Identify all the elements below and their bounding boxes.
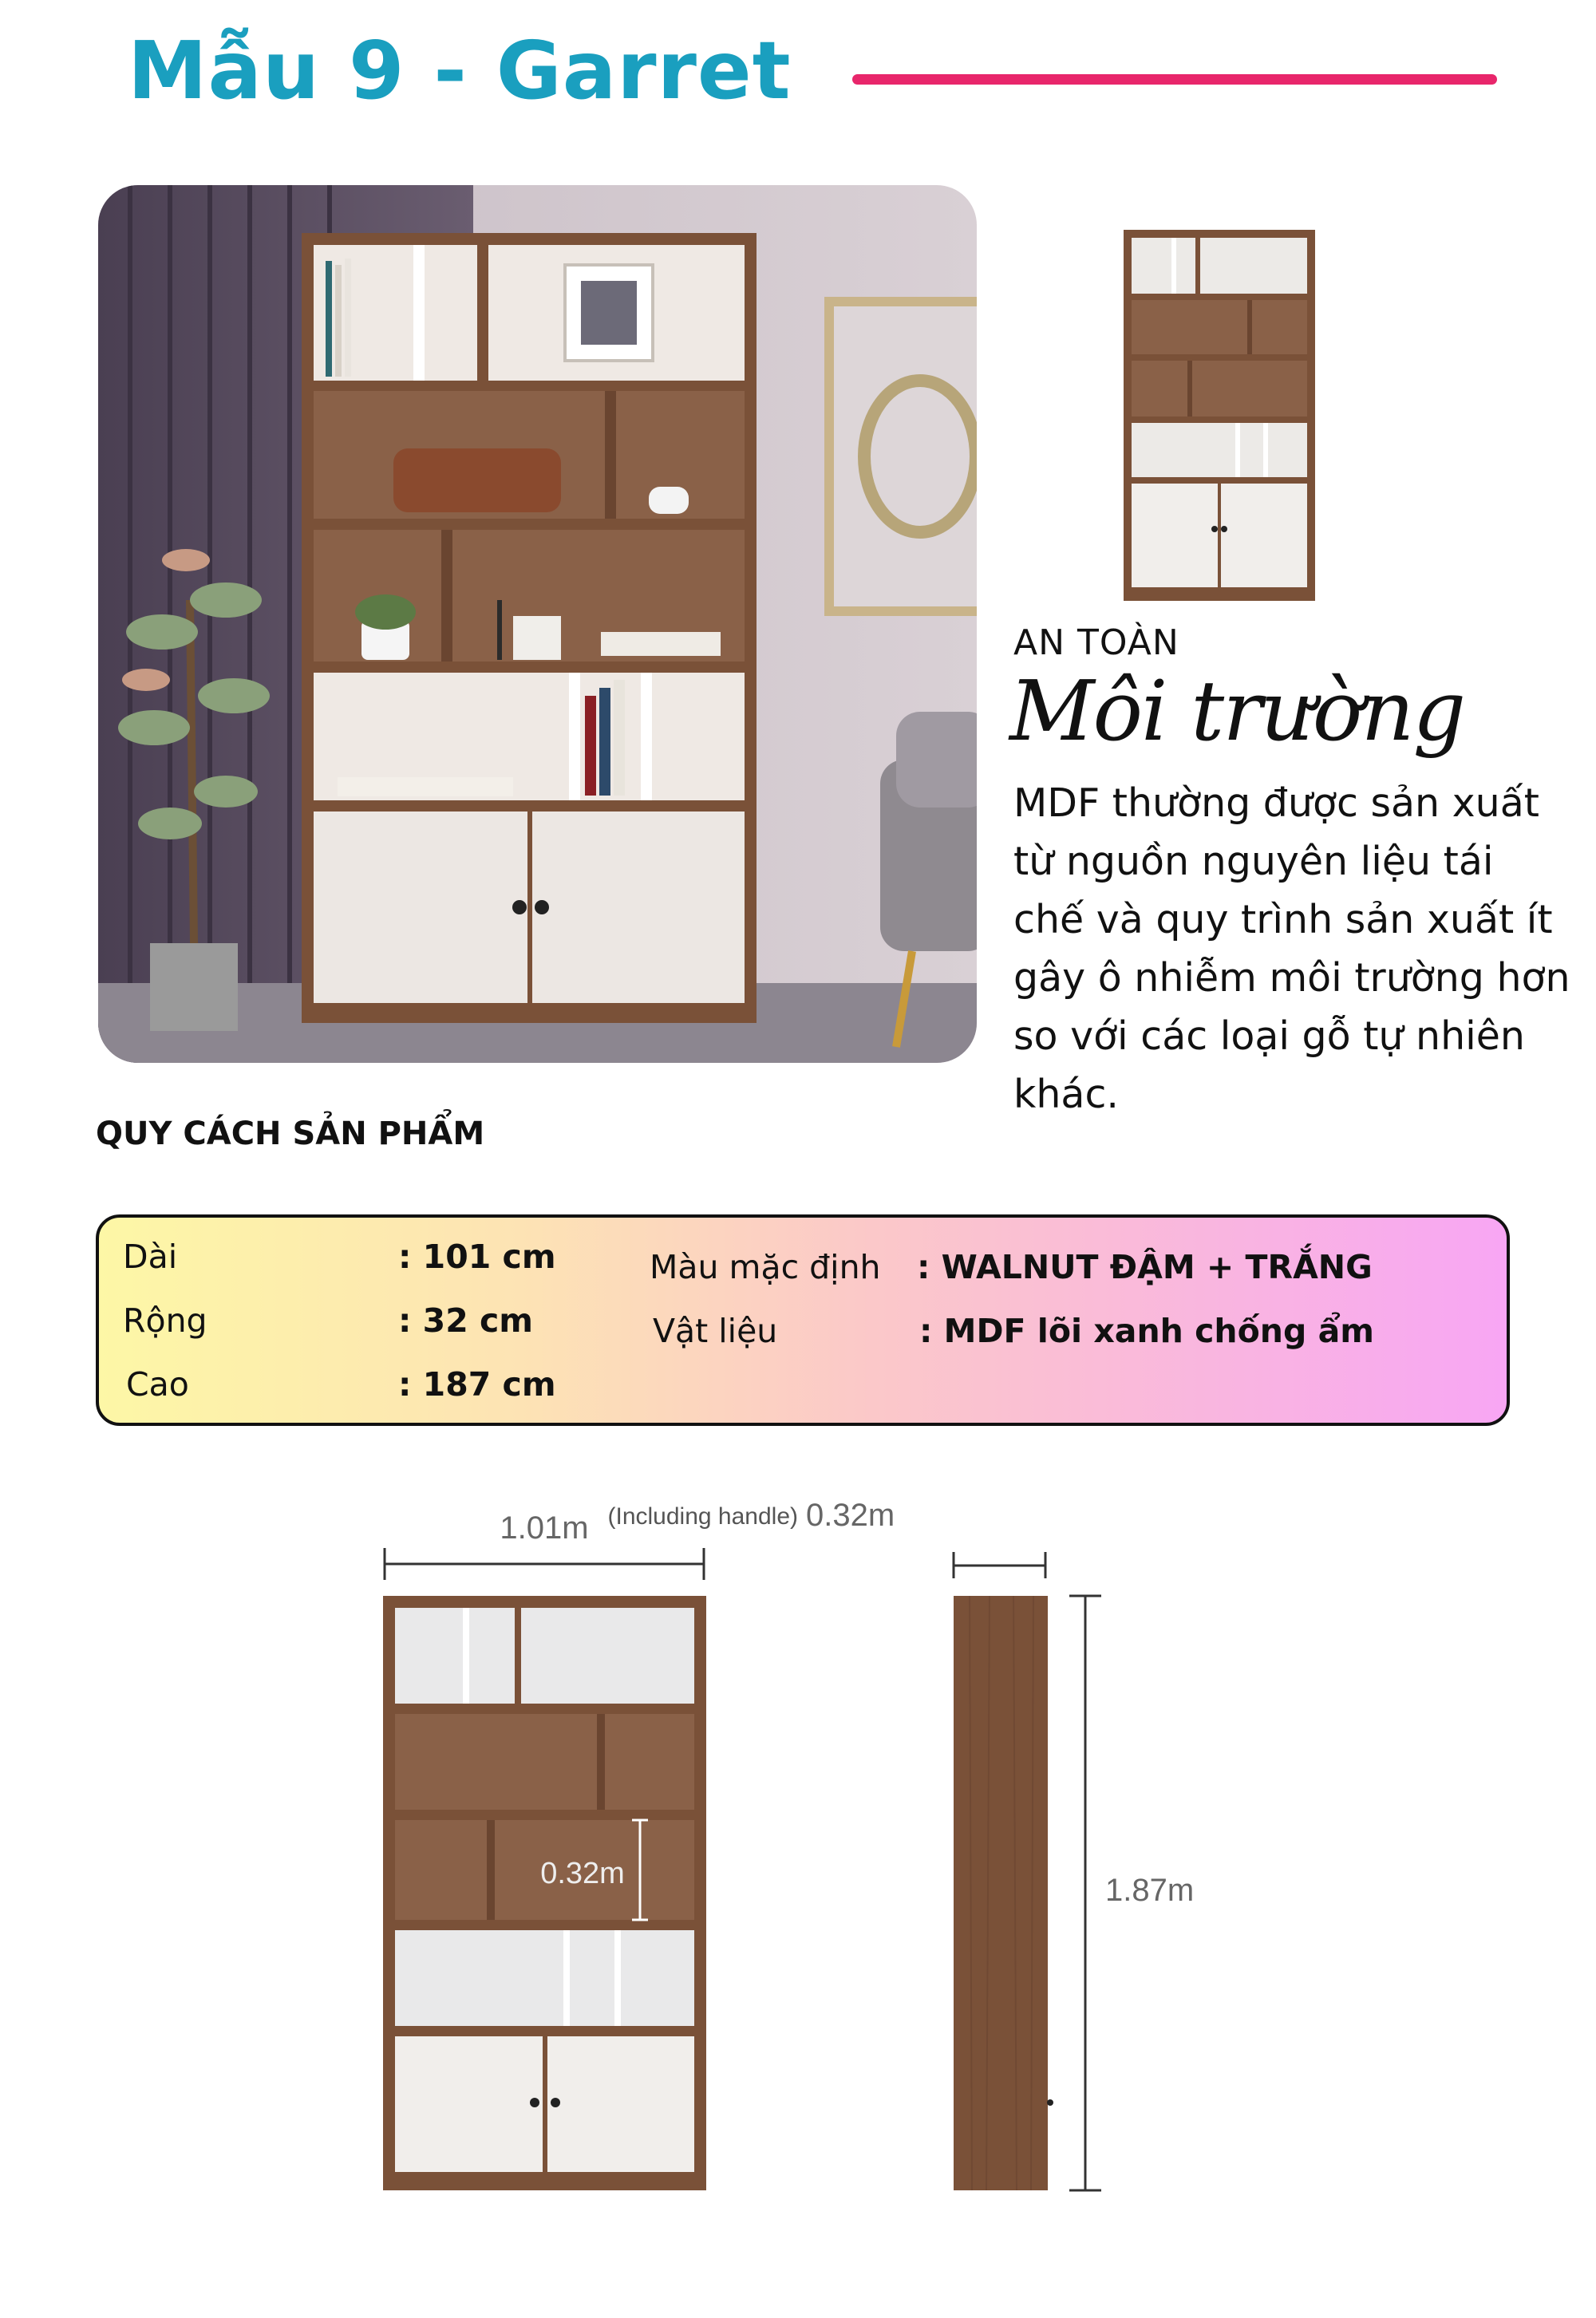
feature-eyebrow: AN TOÀN (1013, 622, 1179, 663)
spec-height-value: : 187 cm (398, 1365, 556, 1404)
spec-length-value: : 101 cm (398, 1238, 556, 1276)
feature-script-title: Môi trường (1009, 662, 1465, 760)
title-underline-rule (852, 74, 1497, 85)
dimension-diagram (351, 1476, 1245, 2210)
inner-depth-label: 0.32m (540, 1857, 625, 1890)
spec-material-value: : MDF lõi xanh chống ẩm (919, 1312, 1374, 1350)
specs-heading: QUY CÁCH SẢN PHẨM (96, 1116, 485, 1152)
feature-body: MDF thường được sản xuất từ nguồn nguyên liệu tái chế và quy trình sản xuất ít gây ô nhiễm môi trường hơn so với các loại gỗ tự nhiên khác. (1013, 780, 1570, 1117)
spec-width-value: : 32 cm (398, 1301, 534, 1340)
depth-prefix-label: (Including handle) (607, 1503, 798, 1530)
width-dimension-label: 1.01m (500, 1510, 589, 1546)
spec-color-value: : WALNUT ĐẬM + TRẮNG (917, 1248, 1373, 1286)
spec-material-label: Vật liệu (653, 1312, 778, 1350)
spec-box (96, 1214, 1510, 1426)
height-dimension-label: 1.87m (1105, 1873, 1195, 1908)
spec-length-label: Dài (123, 1238, 178, 1276)
spec-height-label: Cao (126, 1365, 189, 1404)
spec-color-label: Màu mặc định (650, 1248, 881, 1286)
depth-dimension-label: 0.32m (806, 1498, 895, 1533)
spec-width-label: Rộng (123, 1301, 207, 1340)
product-thumbnail (1100, 214, 1339, 613)
page-title: Mẫu 9 - Garret (128, 24, 792, 117)
hero-product-photo (98, 185, 977, 1063)
